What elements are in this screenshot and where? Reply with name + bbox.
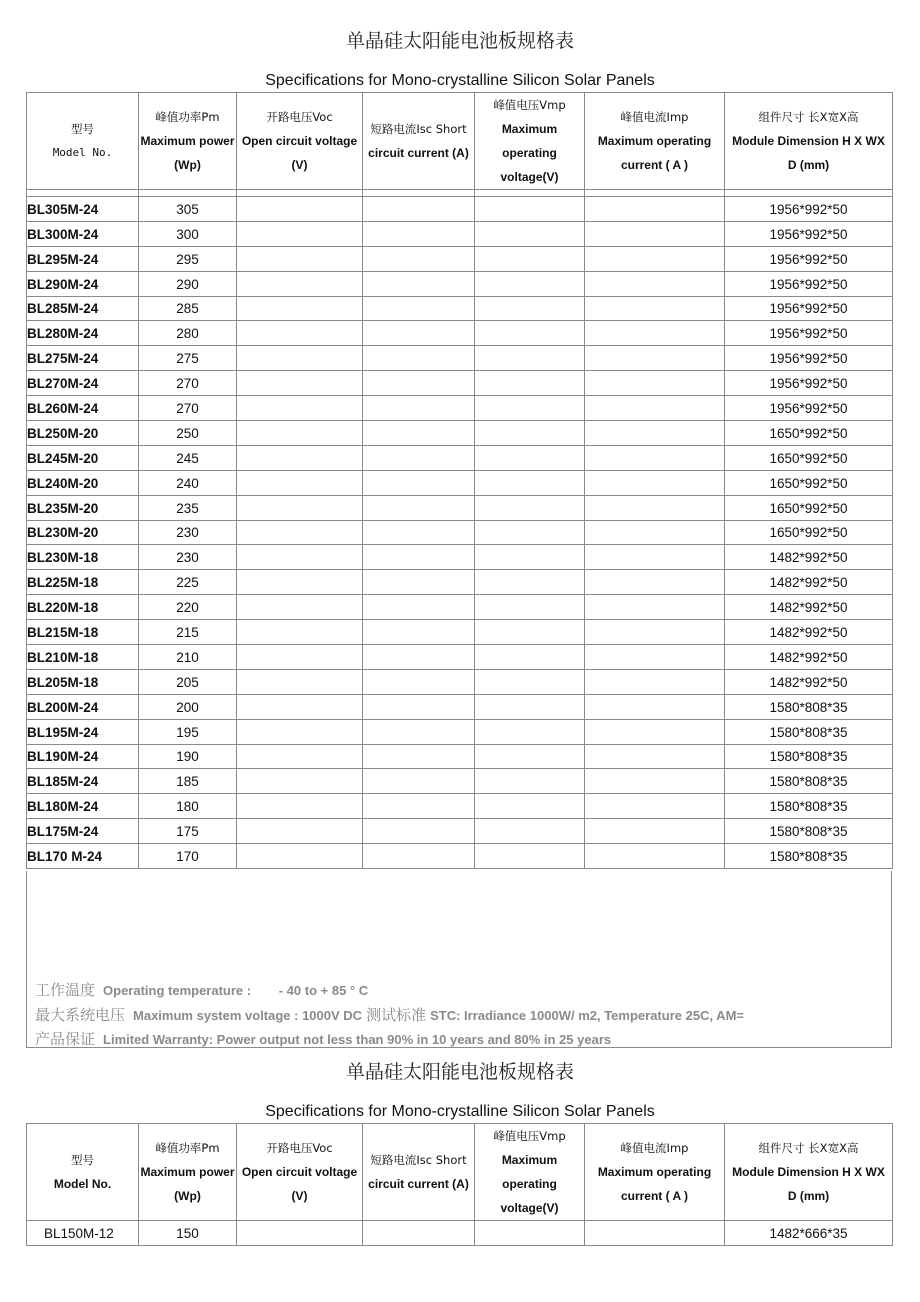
vmp-cell [475,545,585,570]
model-cell: BL275M-24 [27,346,139,371]
imp-cell [585,221,725,246]
isc-cell [363,669,475,694]
vmp-cell [475,371,585,396]
table-row [27,470,893,495]
power-cell: 295 [139,246,237,271]
notes-box [26,871,892,1048]
voc-cell [237,271,363,296]
voc-cell [237,744,363,769]
power-cell: 250 [139,421,237,446]
header-dimension: 组件尺寸 长X宽X高 Module Dimension H X WX D (mm) [725,93,893,190]
header-power: 峰值功率Pm Maximum power (Wp) [139,93,237,190]
model-cell: BL220M-18 [27,595,139,620]
dimension-cell: 1956*992*50 [725,197,893,222]
imp-cell [585,445,725,470]
dimension-cell: 1650*992*50 [725,445,893,470]
header-voc: 开路电压Voc Open circuit voltage (V) [237,93,363,190]
table-row [27,520,893,545]
power-cell: 175 [139,819,237,844]
vmp-cell [475,645,585,670]
voc-cell [237,844,363,869]
voc-cell [237,396,363,421]
note-warranty: 产品保证 Limited Warranty: Power output not less than 90% in 10 years and 80% in 25 years [35,1030,612,1048]
imp-cell [585,669,725,694]
note-system-voltage: 最大系统电压 Maximum system voltage : 1000V DC 测试标准 STC: Irradiance 1000W/ m2, Temperature 25C, AM= [35,1006,744,1024]
isc-cell [363,794,475,819]
vmp-cell [475,819,585,844]
dimension-cell: 1482*992*50 [725,669,893,694]
isc-cell [363,1221,475,1246]
table-row [27,271,893,296]
vmp-cell [475,271,585,296]
table-row [27,694,893,719]
model-cell: BL235M-20 [27,495,139,520]
table-row [27,819,893,844]
power-cell: 185 [139,769,237,794]
power-cell: 150 [139,1221,237,1246]
voc-cell [237,197,363,222]
isc-cell [363,197,475,222]
model-cell: BL180M-24 [27,794,139,819]
model-cell: BL205M-18 [27,669,139,694]
dimension-cell: 1580*808*35 [725,694,893,719]
dimension-cell: 1580*808*35 [725,769,893,794]
vmp-cell [475,346,585,371]
dimension-cell: 1956*992*50 [725,371,893,396]
isc-cell [363,744,475,769]
voc-cell [237,645,363,670]
voc-cell [237,669,363,694]
imp-cell [585,371,725,396]
dimension-cell: 1482*992*50 [725,595,893,620]
table-row [27,645,893,670]
imp-cell [585,1221,725,1246]
model-cell: BL280M-24 [27,321,139,346]
imp-cell [585,719,725,744]
model-cell: BL185M-24 [27,769,139,794]
model-cell: BL300M-24 [27,221,139,246]
spec-table [26,92,893,869]
isc-cell [363,719,475,744]
dimension-cell: 1956*992*50 [725,246,893,271]
model-cell: BL285M-24 [27,296,139,321]
model-cell: BL230M-18 [27,545,139,570]
dimension-cell: 1580*808*35 [725,844,893,869]
vmp-cell [475,246,585,271]
isc-cell [363,246,475,271]
table-row [27,545,893,570]
dimension-cell: 1956*992*50 [725,321,893,346]
power-cell: 195 [139,719,237,744]
isc-cell [363,346,475,371]
model-cell: BL270M-24 [27,371,139,396]
table-row [27,1221,893,1246]
imp-cell [585,694,725,719]
power-cell: 225 [139,570,237,595]
dimension-cell: 1650*992*50 [725,421,893,446]
vmp-cell [475,744,585,769]
table-row [27,595,893,620]
vmp-cell [475,445,585,470]
vmp-cell [475,396,585,421]
vmp-cell [475,197,585,222]
power-cell: 205 [139,669,237,694]
table-row [27,421,893,446]
imp-cell [585,645,725,670]
header-imp: 峰值电流Imp Maximum operating current ( A ) [585,1124,725,1221]
voc-cell [237,694,363,719]
model-cell: BL305M-24 [27,197,139,222]
table-row [27,769,893,794]
voc-cell [237,445,363,470]
isc-cell [363,445,475,470]
voc-cell [237,769,363,794]
dimension-cell: 1580*808*35 [725,744,893,769]
vmp-cell [475,296,585,321]
isc-cell [363,396,475,421]
power-cell: 240 [139,470,237,495]
imp-cell [585,421,725,446]
vmp-cell [475,421,585,446]
voc-cell [237,545,363,570]
model-cell: BL240M-20 [27,470,139,495]
voc-cell [237,421,363,446]
table-row [27,221,893,246]
note-temperature: 工作温度 Operating temperature : - 40 to + 85 ° C [35,981,369,999]
imp-cell [585,794,725,819]
voc-cell [237,296,363,321]
power-cell: 270 [139,396,237,421]
dimension-cell: 1580*808*35 [725,794,893,819]
isc-cell [363,321,475,346]
power-cell: 300 [139,221,237,246]
isc-cell [363,595,475,620]
table-row [27,445,893,470]
power-cell: 215 [139,620,237,645]
table-row [27,296,893,321]
model-cell: BL195M-24 [27,719,139,744]
header-vmp: 峰值电压Vmp Maximum operating voltage(V) [475,93,585,190]
vmp-cell [475,520,585,545]
imp-cell [585,396,725,421]
table-row [27,669,893,694]
voc-cell [237,221,363,246]
isc-cell [363,645,475,670]
power-cell: 230 [139,520,237,545]
imp-cell [585,296,725,321]
imp-cell [585,246,725,271]
isc-cell [363,495,475,520]
power-cell: 180 [139,794,237,819]
power-cell: 270 [139,371,237,396]
vmp-cell [475,470,585,495]
isc-cell [363,421,475,446]
header-power: 峰值功率Pm Maximum power (Wp) [139,1124,237,1221]
voc-cell [237,346,363,371]
model-cell: BL245M-20 [27,445,139,470]
imp-cell [585,595,725,620]
page-title-cn-2: 单晶硅太阳能电池板规格表 [345,1061,574,1083]
imp-cell [585,321,725,346]
page-title-en-2: Specifications for Mono-crystalline Silicon Solar Panels [265,1103,655,1120]
vmp-cell [475,769,585,794]
power-cell: 245 [139,445,237,470]
imp-cell [585,271,725,296]
dimension-cell: 1580*808*35 [725,819,893,844]
dimension-cell: 1956*992*50 [725,296,893,321]
power-cell: 290 [139,271,237,296]
isc-cell [363,694,475,719]
power-cell: 305 [139,197,237,222]
power-cell: 285 [139,296,237,321]
model-cell: BL290M-24 [27,271,139,296]
dimension-cell: 1650*992*50 [725,495,893,520]
model-cell: BL200M-24 [27,694,139,719]
isc-cell [363,371,475,396]
imp-cell [585,545,725,570]
vmp-cell [475,321,585,346]
power-cell: 210 [139,645,237,670]
model-cell: BL190M-24 [27,744,139,769]
vmp-cell [475,694,585,719]
vmp-cell [475,844,585,869]
model-cell: BL295M-24 [27,246,139,271]
dimension-cell: 1482*992*50 [725,545,893,570]
header-vmp: 峰值电压Vmp Maximum operating voltage(V) [475,1124,585,1221]
vmp-cell [475,719,585,744]
isc-cell [363,271,475,296]
imp-cell [585,570,725,595]
isc-cell [363,844,475,869]
power-cell: 170 [139,844,237,869]
table-header-row [27,1124,893,1221]
dimension-cell: 1580*808*35 [725,719,893,744]
table-row [27,197,893,222]
header-imp: 峰值电流Imp Maximum operating current ( A ) [585,93,725,190]
voc-cell [237,570,363,595]
dimension-cell: 1956*992*50 [725,271,893,296]
voc-cell [237,719,363,744]
table-row [27,570,893,595]
isc-cell [363,620,475,645]
table-header-row [27,93,893,190]
voc-cell [237,595,363,620]
imp-cell [585,470,725,495]
model-cell: BL230M-20 [27,520,139,545]
vmp-cell [475,669,585,694]
vmp-cell [475,495,585,520]
voc-cell [237,321,363,346]
table-row [27,844,893,869]
isc-cell [363,769,475,794]
isc-cell [363,570,475,595]
header-model: 型号 Model No. [27,1124,139,1221]
power-cell: 230 [139,545,237,570]
power-cell: 200 [139,694,237,719]
table-row [27,371,893,396]
voc-cell [237,246,363,271]
model-cell: BL225M-18 [27,570,139,595]
table-row [27,794,893,819]
imp-cell [585,819,725,844]
power-cell: 275 [139,346,237,371]
dimension-cell: 1956*992*50 [725,221,893,246]
imp-cell [585,197,725,222]
voc-cell [237,794,363,819]
isc-cell [363,520,475,545]
vmp-cell [475,620,585,645]
model-cell: BL210M-18 [27,645,139,670]
dimension-cell: 1650*992*50 [725,470,893,495]
model-cell: BL175M-24 [27,819,139,844]
isc-cell [363,470,475,495]
dimension-cell: 1482*666*35 [725,1221,893,1246]
header-voc: 开路电压Voc Open circuit voltage (V) [237,1124,363,1221]
vmp-cell [475,595,585,620]
vmp-cell [475,221,585,246]
header-isc: 短路电流Isc Short circuit current (A) [363,93,475,190]
spec-table-2 [26,1123,893,1246]
model-cell: BL250M-20 [27,421,139,446]
imp-cell [585,769,725,794]
vmp-cell [475,1221,585,1246]
power-cell: 190 [139,744,237,769]
model-cell: BL150M-12 [27,1221,139,1246]
dimension-cell: 1482*992*50 [725,620,893,645]
isc-cell [363,296,475,321]
model-cell: BL170 M-24 [27,844,139,869]
dimension-cell: 1956*992*50 [725,396,893,421]
imp-cell [585,844,725,869]
voc-cell [237,470,363,495]
isc-cell [363,545,475,570]
page-title-en: Specifications for Mono-crystalline Silicon Solar Panels [265,72,655,89]
table-row [27,620,893,645]
power-cell: 220 [139,595,237,620]
vmp-cell [475,570,585,595]
imp-cell [585,620,725,645]
power-cell: 280 [139,321,237,346]
table-row [27,719,893,744]
dimension-cell: 1482*992*50 [725,570,893,595]
header-dimension: 组件尺寸 长X宽X高 Module Dimension H X WX D (mm) [725,1124,893,1221]
header-model: 型号 Model No. [27,93,139,190]
table-row [27,396,893,421]
voc-cell [237,819,363,844]
vmp-cell [475,794,585,819]
table-row [27,246,893,271]
dimension-cell: 1956*992*50 [725,346,893,371]
header-isc: 短路电流Isc Short circuit current (A) [363,1124,475,1221]
dimension-cell: 1482*992*50 [725,645,893,670]
imp-cell [585,495,725,520]
power-cell: 235 [139,495,237,520]
voc-cell [237,495,363,520]
imp-cell [585,520,725,545]
voc-cell [237,520,363,545]
table-row [27,495,893,520]
model-cell: BL215M-18 [27,620,139,645]
table-row [27,321,893,346]
page-title-cn: 单晶硅太阳能电池板规格表 [345,30,574,52]
voc-cell [237,1221,363,1246]
voc-cell [237,620,363,645]
model-cell: BL260M-24 [27,396,139,421]
isc-cell [363,221,475,246]
table-row [27,346,893,371]
isc-cell [363,819,475,844]
dimension-cell: 1650*992*50 [725,520,893,545]
voc-cell [237,371,363,396]
imp-cell [585,744,725,769]
table-row [27,744,893,769]
imp-cell [585,346,725,371]
